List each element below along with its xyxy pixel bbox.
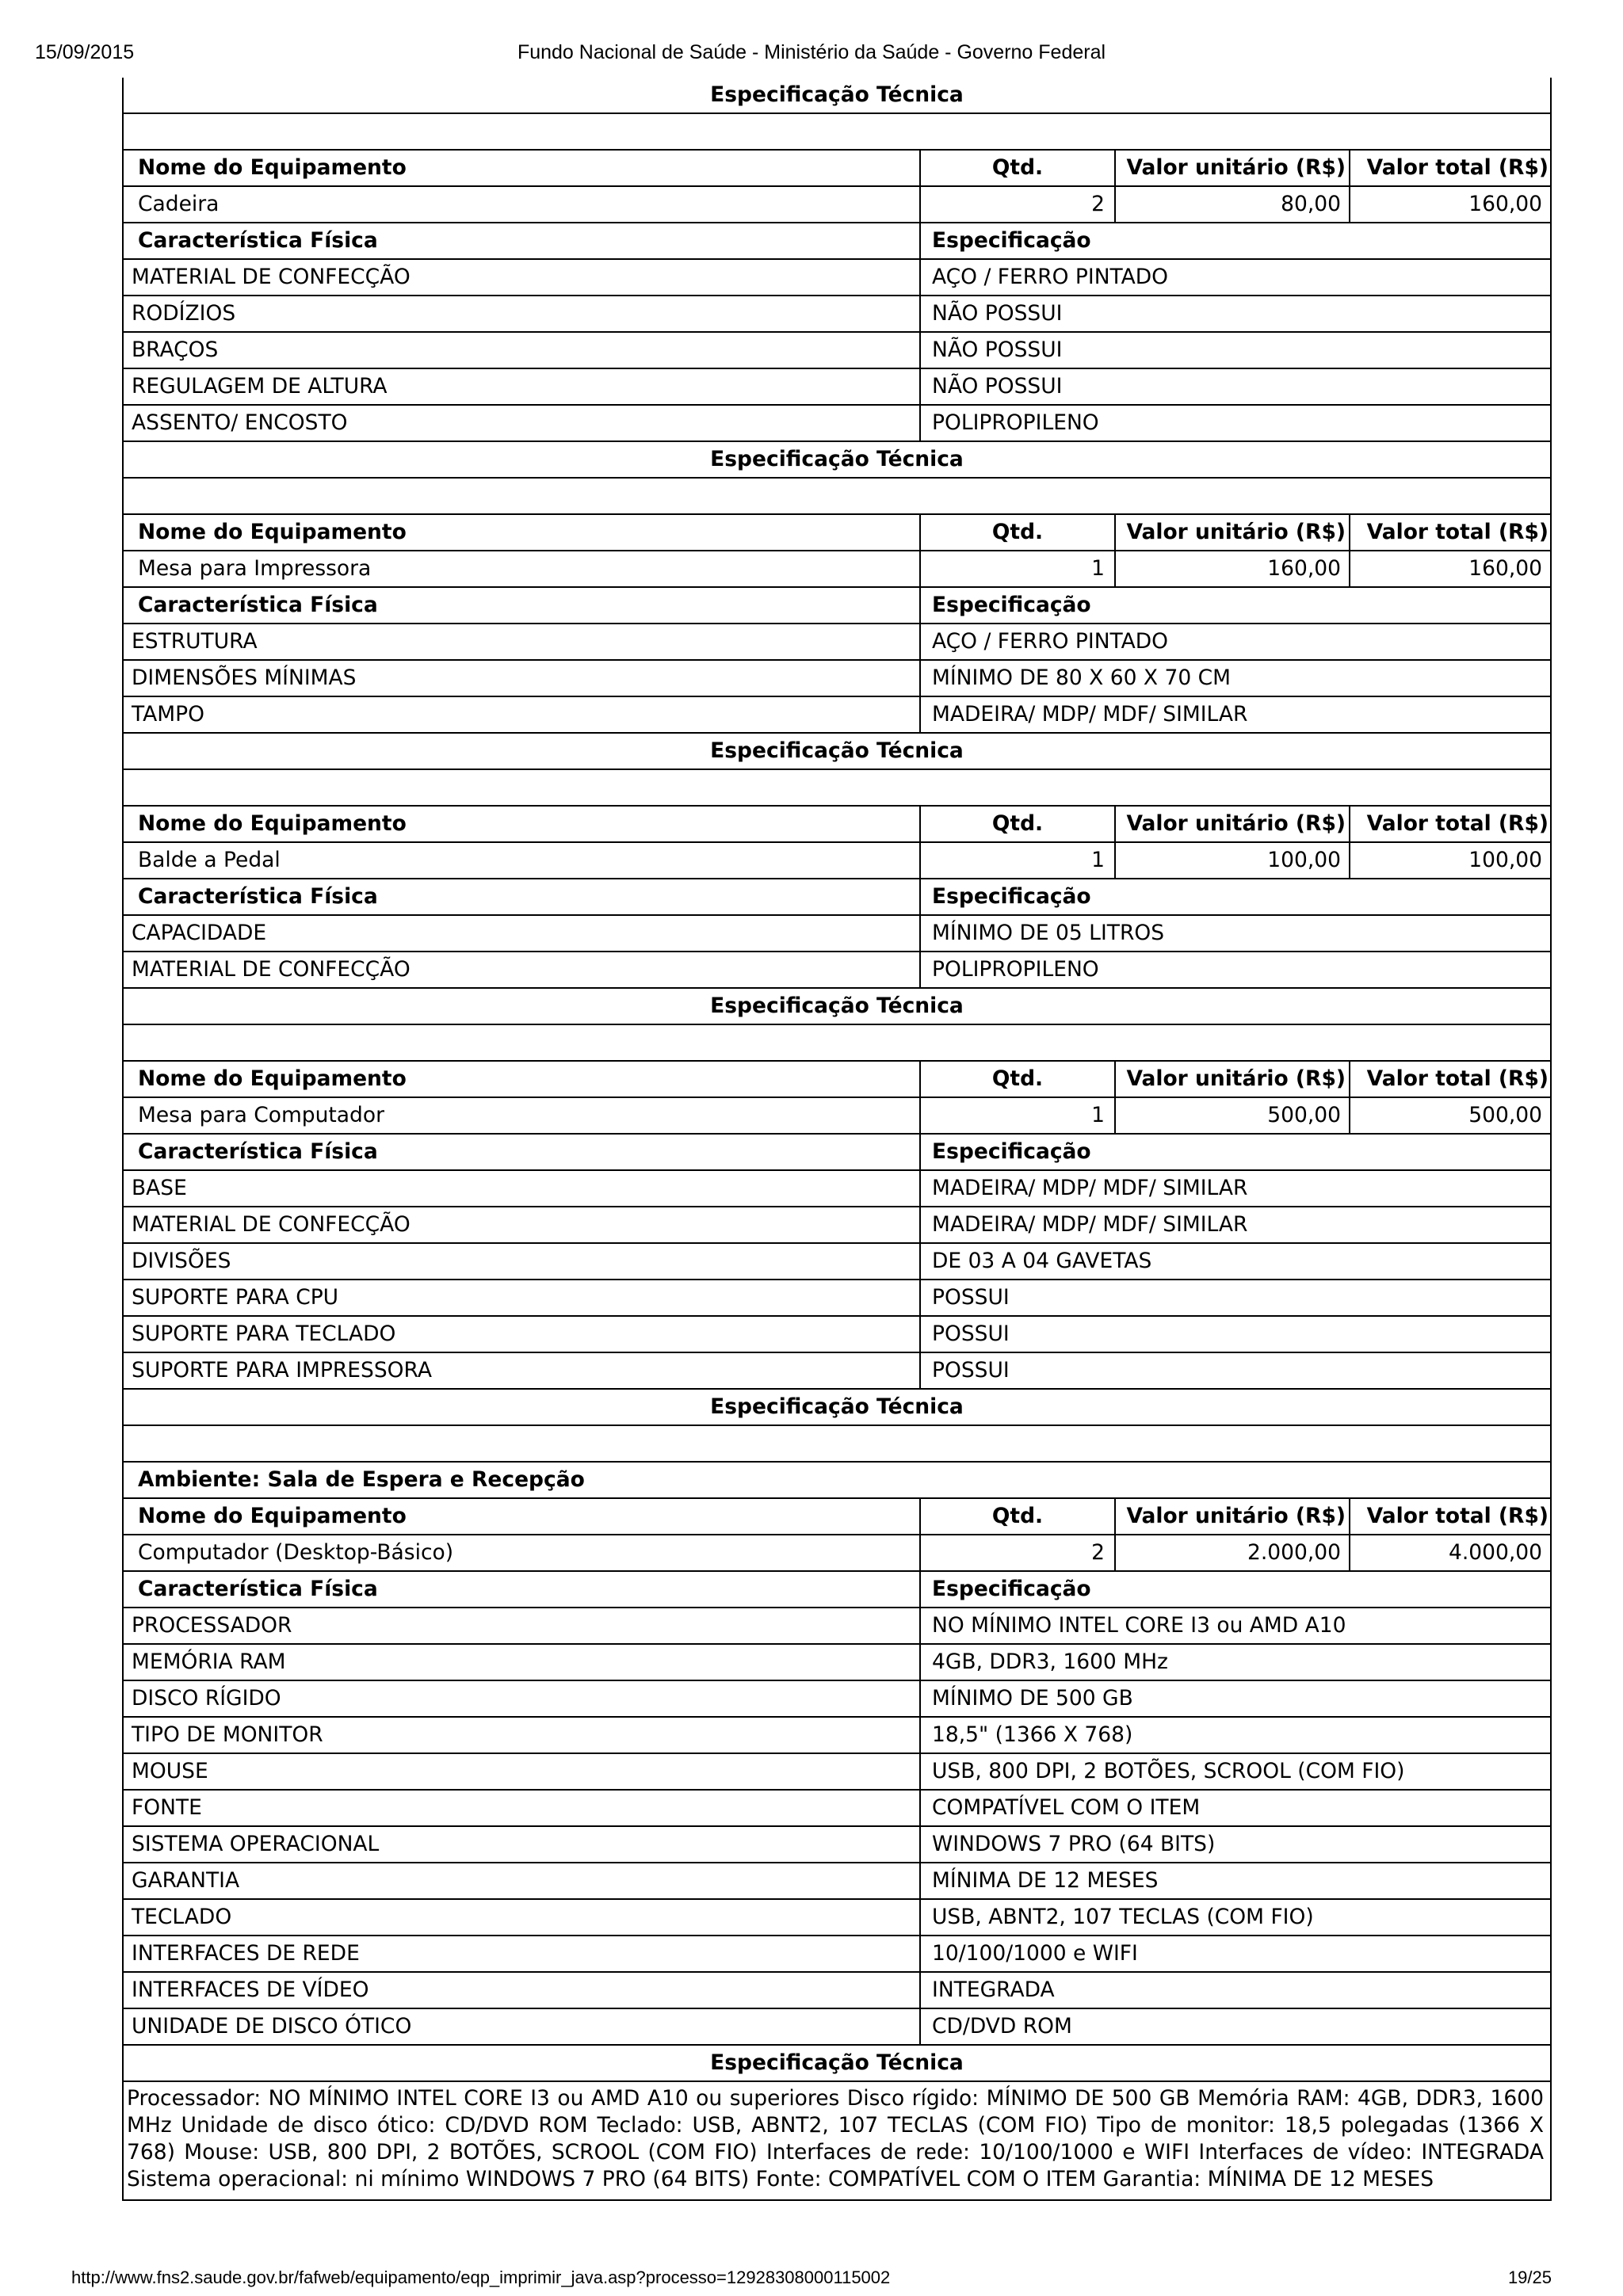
section-title-row [122,989,1552,1025]
col-header-name: Nome do Equipamento [122,151,921,185]
section-title: Especificação Técnica [710,82,964,107]
col-header-feature: Característica Física [122,879,921,914]
feature-spec: NÃO POSSUI [932,374,1063,399]
feature-name: SISTEMA OPERACIONAL [122,1827,921,1862]
feature-row [122,2009,1552,2046]
section-title: Especificação Técnica [710,738,964,763]
environment-label: Ambiente: Sala de Espera e Recepção [138,1467,585,1492]
col-header-total-value: Valor total (R$) [1366,155,1549,180]
feature-row [122,1791,1552,1827]
feature-row [122,1973,1552,2009]
feature-name: MATERIAL DE CONFECÇÃO [122,952,921,987]
col-header-spec: Especificação [932,228,1091,253]
equipment-total-value: 160,00 [1468,556,1542,581]
feature-row [122,369,1552,406]
feature-spec: POLIPROPILENO [932,410,1099,435]
section-title-row [122,78,1552,114]
equipment-qty: 2 [921,1535,1116,1570]
page-number: 19/25 [1507,2267,1552,2287]
col-header-spec: Especificação [932,1139,1091,1164]
feature-row [122,333,1552,369]
feature-name: ESTRUTURA [122,624,921,659]
feature-spec: MADEIRA/ MDP/ MDF/ SIMILAR [932,1176,1248,1200]
spacer-row [122,1426,1552,1463]
equipment-header-row [122,807,1552,843]
equipment-qty: 1 [921,843,1116,878]
feature-name: TECLADO [122,1900,921,1935]
feature-spec: AÇO / FERRO PINTADO [932,265,1169,289]
feature-row [122,406,1552,442]
feature-header-row [122,223,1552,260]
col-header-name: Nome do Equipamento [122,1062,921,1097]
feature-name: MOUSE [122,1754,921,1789]
col-header-unit-value: Valor unitário (R$) [1116,515,1350,550]
feature-spec: USB, ABNT2, 107 TECLAS (COM FIO) [932,1905,1314,1929]
feature-spec: 4GB, DDR3, 1600 MHz [932,1650,1168,1674]
feature-name: TIPO DE MONITOR [122,1718,921,1753]
page-title: Fundo Nacional de Saúde - Ministério da Saúde - Governo Federal [517,41,1106,63]
feature-row [122,624,1552,661]
feature-name: MATERIAL DE CONFECÇÃO [122,260,921,295]
feature-name: SUPORTE PARA CPU [122,1280,921,1315]
feature-name: GARANTIA [122,1863,921,1898]
section-title: Especificação Técnica [710,447,964,471]
feature-row [122,1681,1552,1718]
col-header-qty: Qtd. [921,1062,1116,1097]
feature-header-row [122,1135,1552,1171]
feature-spec: COMPATÍVEL COM O ITEM [932,1795,1201,1820]
feature-row [122,1244,1552,1280]
col-header-total-value: Valor total (R$) [1366,520,1549,544]
feature-name: ASSENTO/ ENCOSTO [122,406,921,441]
equipment-item-row [122,187,1552,223]
col-header-name: Nome do Equipamento [122,515,921,550]
equipment-name: Mesa para Computador [122,1098,921,1133]
feature-name: MATERIAL DE CONFECÇÃO [122,1207,921,1242]
spacer-row [122,770,1552,807]
feature-row [122,1207,1552,1244]
col-header-unit-value: Valor unitário (R$) [1116,1062,1350,1097]
feature-spec: MÍNIMO DE 80 X 60 X 70 CM [932,666,1231,690]
feature-name: PROCESSADOR [122,1608,921,1643]
equipment-total-value: 500,00 [1468,1103,1542,1127]
equipment-header-row [122,151,1552,187]
feature-row [122,260,1552,296]
feature-row [122,1608,1552,1645]
feature-name: RODÍZIOS [122,296,921,331]
equipment-qty: 1 [921,551,1116,586]
section-title-row [122,2046,1552,2082]
equipment-header-row [122,515,1552,551]
equipment-item-row [122,843,1552,879]
section-title-row [122,442,1552,479]
feature-spec: USB, 800 DPI, 2 BOTÕES, SCROOL (COM FIO) [932,1759,1405,1783]
feature-name: UNIDADE DE DISCO ÓTICO [122,2009,921,2044]
feature-name: BASE [122,1171,921,1206]
col-header-qty: Qtd. [921,807,1116,841]
feature-name: REGULAGEM DE ALTURA [122,369,921,404]
feature-row [122,1936,1552,1973]
feature-spec: AÇO / FERRO PINTADO [932,629,1169,654]
equipment-item-row [122,1098,1552,1135]
equipment-qty: 2 [921,187,1116,222]
equipment-qty: 1 [921,1098,1116,1133]
feature-row [122,697,1552,734]
feature-row [122,661,1552,697]
feature-spec: POSSUI [932,1285,1010,1310]
col-header-spec: Especificação [932,884,1091,909]
equipment-header-row [122,1062,1552,1098]
equipment-name: Cadeira [122,187,921,222]
col-header-feature: Característica Física [122,588,921,623]
equipment-name: Mesa para Impressora [122,551,921,586]
feature-header-row [122,588,1552,624]
section-title: Especificação Técnica [710,2050,964,2075]
spacer-row [122,1025,1552,1062]
feature-spec: POSSUI [932,1358,1010,1383]
equipment-unit-value: 100,00 [1116,843,1350,878]
feature-spec: MÍNIMO DE 500 GB [932,1686,1133,1711]
table-body [122,78,1552,2201]
equipment-total-value: 160,00 [1468,192,1542,216]
feature-spec: CD/DVD ROM [932,2014,1072,2039]
feature-row [122,1280,1552,1317]
print-date: 15/09/2015 [35,41,135,63]
feature-name: DIMENSÕES MÍNIMAS [122,661,921,696]
col-header-total-value: Valor total (R$) [1366,1504,1549,1528]
feature-row [122,1645,1552,1681]
section-title: Especificação Técnica [710,994,964,1018]
equipment-name: Computador (Desktop-Básico) [122,1535,921,1570]
col-header-total-value: Valor total (R$) [1366,811,1549,836]
feature-row [122,1317,1552,1353]
col-header-unit-value: Valor unitário (R$) [1116,1499,1350,1534]
feature-name: INTERFACES DE REDE [122,1936,921,1971]
feature-spec: NO MÍNIMO INTEL CORE I3 ou AMD A10 [932,1613,1346,1638]
feature-header-row [122,879,1552,916]
col-header-feature: Característica Física [122,1135,921,1169]
feature-header-row [122,1572,1552,1608]
col-header-unit-value: Valor unitário (R$) [1116,807,1350,841]
footer-url[interactable]: http://www.fns2.saude.gov.br/fafweb/equipamento/eqp_imprimir_java.asp?processo=12928308000115002 [71,2267,891,2287]
feature-spec: NÃO POSSUI [932,301,1063,326]
section-title-row [122,734,1552,770]
feature-spec: POSSUI [932,1322,1010,1346]
feature-row [122,1718,1552,1754]
col-header-spec: Especificação [932,593,1091,617]
feature-row [122,1171,1552,1207]
feature-spec: MADEIRA/ MDP/ MDF/ SIMILAR [932,702,1248,727]
feature-name: BRAÇOS [122,333,921,368]
equipment-header-row [122,1499,1552,1535]
col-header-name: Nome do Equipamento [122,807,921,841]
feature-name: SUPORTE PARA TECLADO [122,1317,921,1352]
equipment-unit-value: 160,00 [1116,551,1350,586]
col-header-name: Nome do Equipamento [122,1499,921,1534]
col-header-total-value: Valor total (R$) [1366,1066,1549,1091]
feature-spec: MÍNIMO DE 05 LITROS [932,921,1165,945]
feature-row [122,952,1552,989]
feature-spec: 10/100/1000 e WIFI [932,1941,1138,1966]
feature-spec: MÍNIMA DE 12 MESES [932,1868,1159,1893]
equipment-unit-value: 500,00 [1116,1098,1350,1133]
spacer-row [122,479,1552,515]
equipment-spec-table [122,78,1552,2201]
equipment-item-row [122,1535,1552,1572]
col-header-unit-value: Valor unitário (R$) [1116,151,1350,185]
col-header-feature: Característica Física [122,223,921,258]
environment-row [122,1463,1552,1499]
equipment-name: Balde a Pedal [122,843,921,878]
equipment-total-value: 4.000,00 [1448,1540,1542,1565]
feature-spec: INTEGRADA [932,1978,1055,2002]
col-header-spec: Especificação [932,1577,1091,1601]
feature-row [122,1353,1552,1390]
feature-row [122,916,1552,952]
feature-row [122,1754,1552,1791]
feature-spec: DE 03 A 04 GAVETAS [932,1249,1152,1273]
feature-row [122,296,1552,333]
section-title: Especificação Técnica [710,1394,964,1419]
feature-spec: 18,5" (1366 X 768) [932,1722,1133,1747]
spacer-row [122,114,1552,151]
equipment-unit-value: 2.000,00 [1116,1535,1350,1570]
feature-row [122,1900,1552,1936]
feature-name: TAMPO [122,697,921,732]
feature-spec: NÃO POSSUI [932,338,1063,362]
equipment-unit-value: 80,00 [1116,187,1350,222]
feature-spec: WINDOWS 7 PRO (64 BITS) [932,1832,1216,1856]
feature-name: SUPORTE PARA IMPRESSORA [122,1353,921,1388]
section-title-row [122,1390,1552,1426]
feature-name: MEMÓRIA RAM [122,1645,921,1680]
feature-name: DIVISÕES [122,1244,921,1279]
feature-spec: POLIPROPILENO [932,957,1099,982]
feature-row [122,1863,1552,1900]
equipment-total-value: 100,00 [1468,848,1542,872]
feature-name: FONTE [122,1791,921,1825]
col-header-qty: Qtd. [921,1499,1116,1534]
feature-name: DISCO RÍGIDO [122,1681,921,1716]
feature-name: INTERFACES DE VÍDEO [122,1973,921,2008]
col-header-feature: Característica Física [122,1572,921,1607]
equipment-item-row [122,551,1552,588]
feature-spec: MADEIRA/ MDP/ MDF/ SIMILAR [932,1212,1248,1237]
technical-description: Processador: NO MÍNIMO INTEL CORE I3 ou AMD A10 ou superiores Disco rígido: MÍNIMO DE 500 GB Memória RAM: 4GB, DDR3, 1600 MHz Unidade de disco ótico: CD/DVD ROM Teclado: USB, ABNT2, 107 TECLAS (COM FIO) Tipo de monitor: 18,5 polegadas (1366 X 768) Mouse: USB, 800 DPI, 2 BOTÕES, SCROOL (COM FIO) Interfaces de rede: 10/100/1000 e WIFI Interfaces de vídeo: INTEGRADA Sistema operacional: ni mínimo WINDOWS 7 PRO (64 BITS) Fonte: COMPATÍVEL COM O ITEM Garantia: MÍNIMA DE 12 MESES [122,2082,1552,2201]
feature-row [122,1827,1552,1863]
feature-name: CAPACIDADE [122,916,921,951]
col-header-qty: Qtd. [921,515,1116,550]
col-header-qty: Qtd. [921,151,1116,185]
